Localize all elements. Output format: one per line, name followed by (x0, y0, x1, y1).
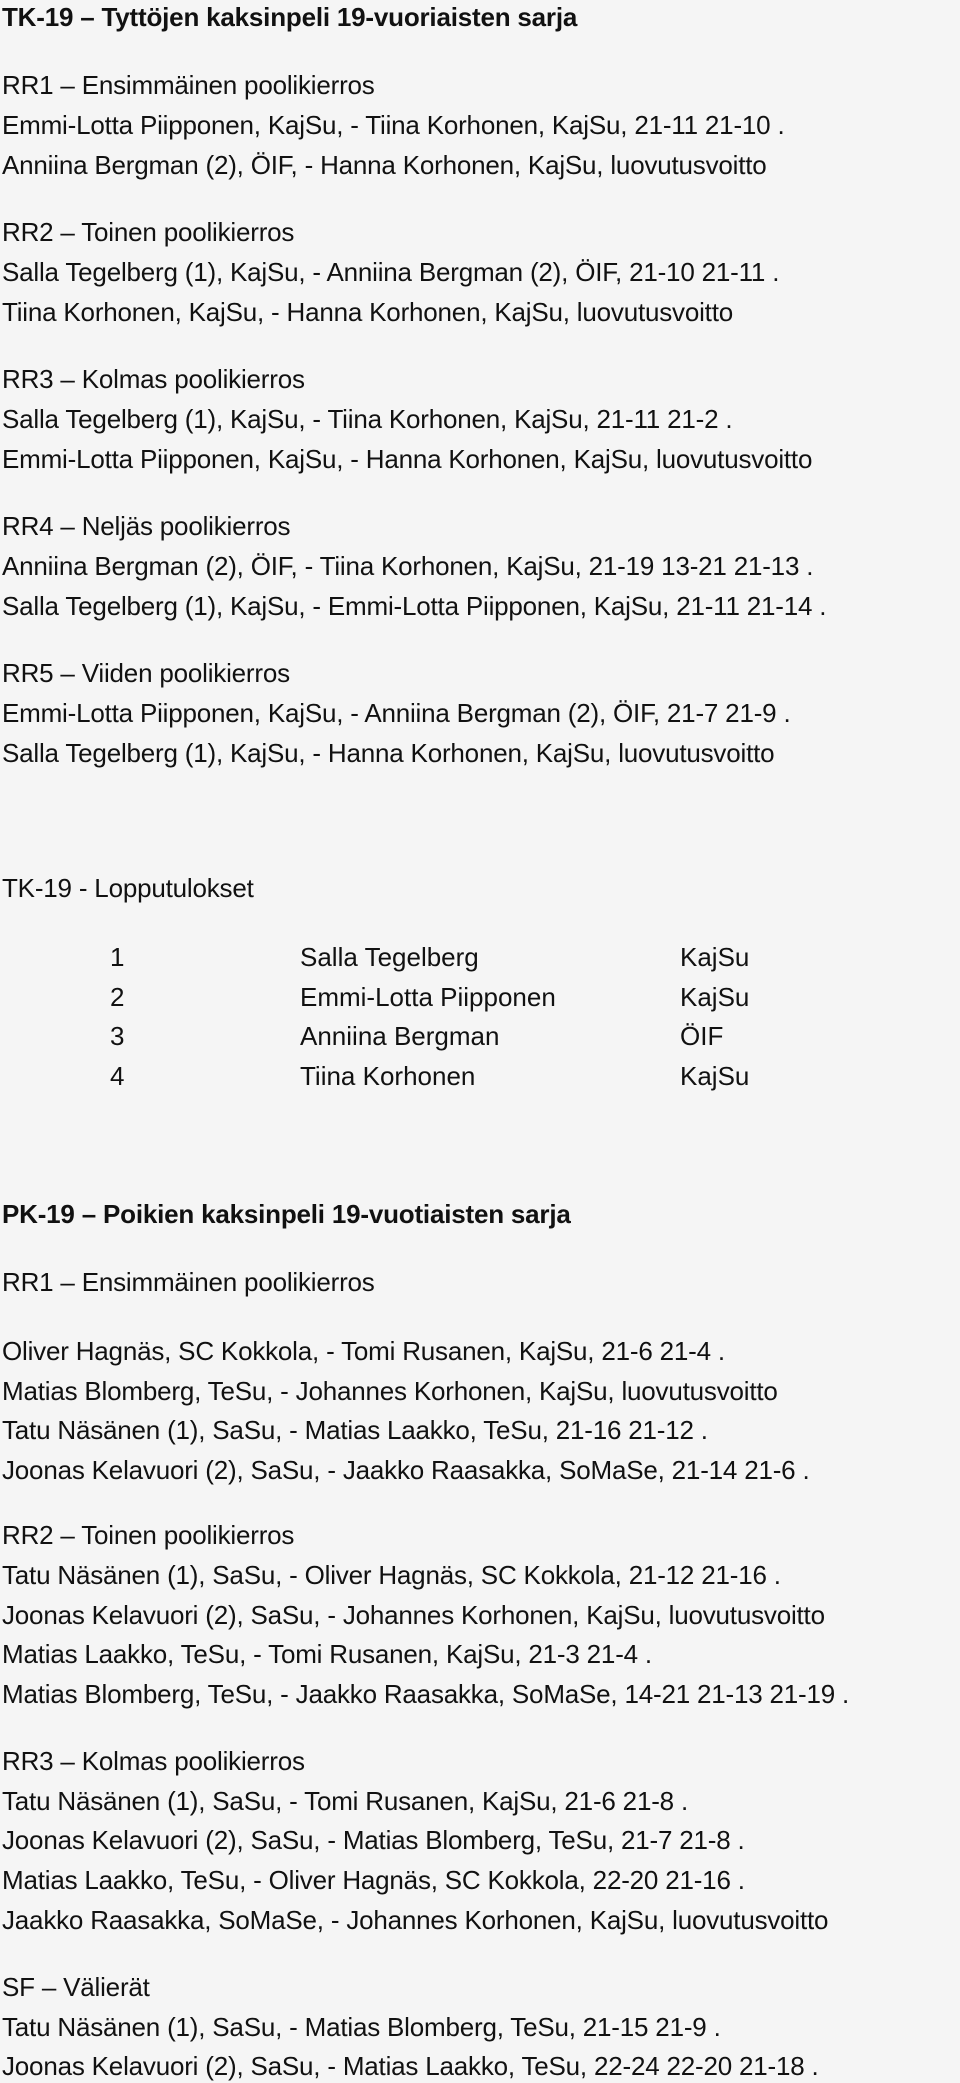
result-club: KajSu (680, 1061, 750, 1091)
round-heading: RR5 – Viiden poolikierros (2, 658, 290, 688)
result-name: Anniina Bergman (300, 1021, 500, 1051)
match-line: Anniina Bergman (2), ÖIF, - Tiina Korhonen, KajSu, 21-19 13-21 21-13 . (2, 551, 814, 581)
match-line: Salla Tegelberg (1), KajSu, - Hanna Korhonen, KajSu, luovutusvoitto (2, 738, 775, 768)
match-line: Tatu Näsänen (1), SaSu, - Tomi Rusanen, KajSu, 21-6 21-8 . (2, 1786, 688, 1816)
match-line: Tatu Näsänen (1), SaSu, - Matias Laakko, TeSu, 21-16 21-12 . (2, 1415, 708, 1445)
result-rank: 4 (110, 1061, 125, 1091)
match-line: Matias Laakko, TeSu, - Oliver Hagnäs, SC Kokkola, 22-20 21-16 . (2, 1865, 745, 1895)
match-line: Emmi-Lotta Piipponen, KajSu, - Hanna Korhonen, KajSu, luovutusvoitto (2, 444, 813, 474)
match-line: Oliver Hagnäs, SC Kokkola, - Tomi Rusanen, KajSu, 21-6 21-4 . (2, 1336, 725, 1366)
match-line: Tatu Näsänen (1), SaSu, - Matias Blomberg, TeSu, 21-15 21-9 . (2, 2012, 721, 2042)
match-line: Tiina Korhonen, KajSu, - Hanna Korhonen, KajSu, luovutusvoitto (2, 297, 733, 327)
result-name: Emmi-Lotta Piipponen (300, 982, 556, 1012)
match-line: Joonas Kelavuori (2), SaSu, - Jaakko Raasakka, SoMaSe, 21-14 21-6 . (2, 1455, 810, 1485)
match-line: Tatu Näsänen (1), SaSu, - Oliver Hagnäs, SC Kokkola, 21-12 21-16 . (2, 1560, 781, 1590)
match-line: Joonas Kelavuori (2), SaSu, - Johannes Korhonen, KajSu, luovutusvoitto (2, 1600, 825, 1630)
result-name: Tiina Korhonen (300, 1061, 476, 1091)
result-club: ÖIF (680, 1021, 724, 1051)
match-line: Jaakko Raasakka, SoMaSe, - Johannes Korhonen, KajSu, luovutusvoitto (2, 1905, 829, 1935)
result-rank: 1 (110, 942, 125, 972)
results-title: TK-19 - Lopputulokset (2, 873, 254, 903)
match-line: Salla Tegelberg (1), KajSu, - Tiina Korhonen, KajSu, 21-11 21-2 . (2, 404, 733, 434)
round-heading: RR3 – Kolmas poolikierros (2, 364, 305, 394)
match-line: Joonas Kelavuori (2), SaSu, - Matias Laakko, TeSu, 22-24 22-20 21-18 . (2, 2051, 819, 2081)
round-heading: RR1 – Ensimmäinen poolikierros (2, 1267, 375, 1297)
match-line: Matias Blomberg, TeSu, - Johannes Korhonen, KajSu, luovutusvoitto (2, 1376, 778, 1406)
result-name: Salla Tegelberg (300, 942, 479, 972)
result-rank: 3 (110, 1021, 125, 1051)
result-rank: 2 (110, 982, 125, 1012)
round-heading: RR4 – Neljäs poolikierros (2, 511, 291, 541)
result-club: KajSu (680, 982, 750, 1012)
girls-section-title: TK-19 – Tyttöjen kaksinpeli 19-vuoriaisten sarja (2, 2, 578, 32)
match-line: Salla Tegelberg (1), KajSu, - Anniina Bergman (2), ÖIF, 21-10 21-11 . (2, 257, 780, 287)
match-line: Salla Tegelberg (1), KajSu, - Emmi-Lotta Piipponen, KajSu, 21-11 21-14 . (2, 591, 827, 621)
match-line: Emmi-Lotta Piipponen, KajSu, - Anniina Bergman (2), ÖIF, 21-7 21-9 . (2, 698, 791, 728)
result-club: KajSu (680, 942, 750, 972)
round-heading: SF – Välierät (2, 1972, 150, 2002)
round-heading: RR2 – Toinen poolikierros (2, 1520, 295, 1550)
match-line: Anniina Bergman (2), ÖIF, - Hanna Korhonen, KajSu, luovutusvoitto (2, 150, 767, 180)
match-line: Matias Blomberg, TeSu, - Jaakko Raasakka, SoMaSe, 14-21 21-13 21-19 . (2, 1679, 850, 1709)
match-line: Joonas Kelavuori (2), SaSu, - Matias Blomberg, TeSu, 21-7 21-8 . (2, 1825, 745, 1855)
round-heading: RR2 – Toinen poolikierros (2, 217, 295, 247)
boys-section-title: PK-19 – Poikien kaksinpeli 19-vuotiaisten sarja (2, 1199, 571, 1229)
round-heading: RR1 – Ensimmäinen poolikierros (2, 70, 375, 100)
match-line: Matias Laakko, TeSu, - Tomi Rusanen, KajSu, 21-3 21-4 . (2, 1639, 652, 1669)
match-line: Emmi-Lotta Piipponen, KajSu, - Tiina Korhonen, KajSu, 21-11 21-10 . (2, 110, 785, 140)
round-heading: RR3 – Kolmas poolikierros (2, 1746, 305, 1776)
